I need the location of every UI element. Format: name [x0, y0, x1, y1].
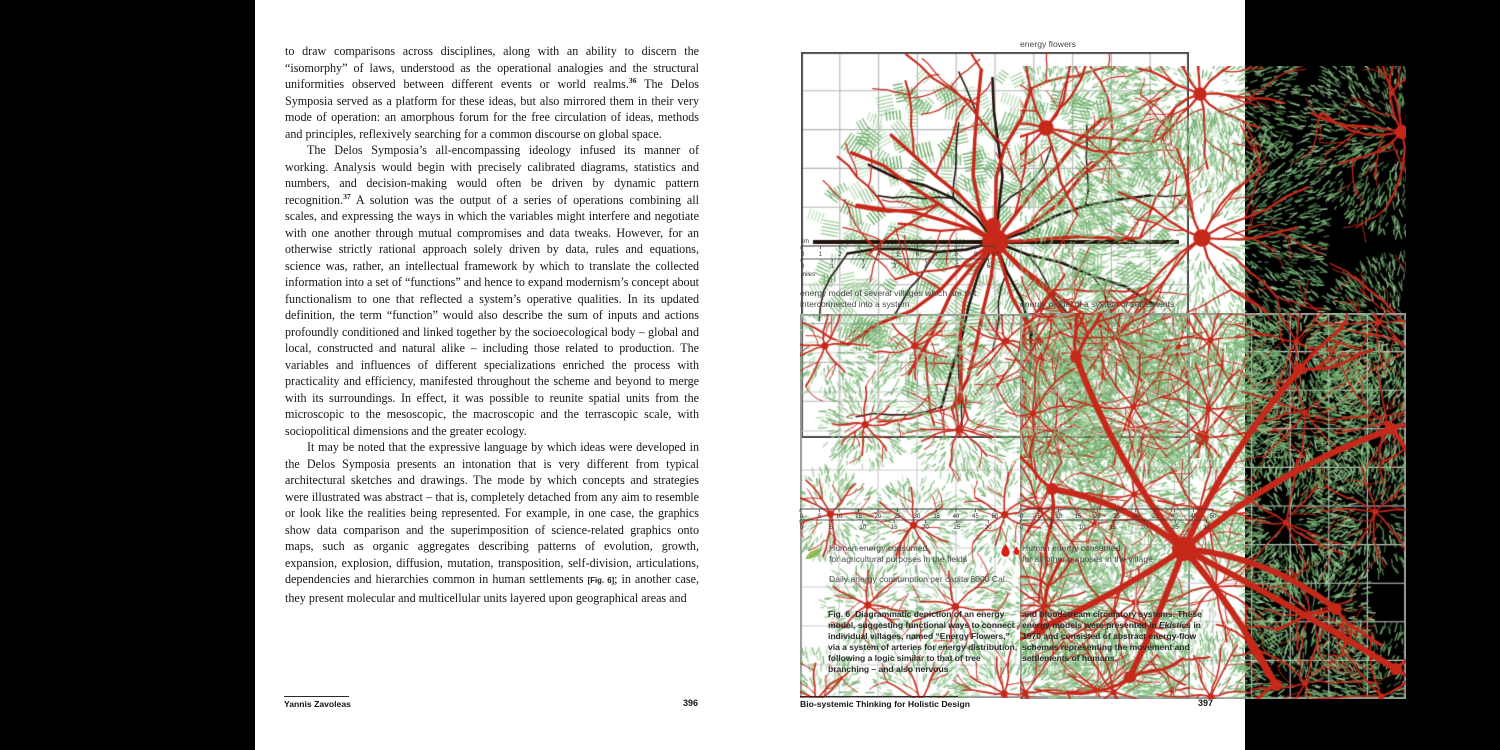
legend-agriculture: Human energy consumed for agricultural purposes in the fields	[829, 543, 968, 564]
svg-text:20: 20	[922, 525, 929, 531]
svg-text:6: 6	[915, 252, 920, 258]
svg-text:40: 40	[952, 514, 960, 520]
svg-text:45: 45	[972, 514, 979, 520]
svg-text:5: 5	[829, 525, 834, 531]
legend-village: Human energy consumed for all other purposes in the village	[1022, 543, 1153, 564]
settlements-model-label: energy model of a system of settlements	[1020, 299, 1175, 309]
svg-text:30: 30	[1202, 525, 1210, 531]
left-page-number: 396	[682, 698, 698, 708]
leaf-icon	[804, 546, 824, 561]
svg-text:0: 0	[801, 264, 805, 270]
author-name: Yannis Zavoleas	[284, 699, 351, 709]
svg-text:9: 9	[973, 252, 978, 258]
figure-number: Fig. 6	[828, 609, 851, 619]
villages-model-label: energy model of several villages which are not interconnected into a system	[800, 288, 977, 309]
figure-caption-col2: and bloodstream circulatory systems. These energy models were presented in Ekistics in 1970 and consisted of abstract energy-flow schemes representing the movement and settlements of humans.	[1022, 609, 1202, 663]
energy-flowers-label: energy flowers	[1020, 39, 1076, 49]
footnote-ref-36: 36	[628, 75, 637, 85]
svg-text:6: 6	[986, 264, 990, 270]
svg-text:25: 25	[1113, 514, 1120, 520]
svg-text:20: 20	[1140, 525, 1148, 531]
svg-text:25: 25	[894, 514, 901, 520]
svg-text:25: 25	[953, 525, 961, 531]
paragraph-3: It may be noted that the expressive language by which ideas were developed in the Delos Symposia presents an intonation that is very different from typical architectural sketches and drawings. The mode by which concepts and strategies were illustrated was abstract – that is, completely detached from any aim to resemble or look like the realities being represented. For example, in one case, the graphics show data comparison and the superimposition of science-related graphics onto maps, such as organic aggregates describing patterns of evolution, growth, expansion, explosion, diffusion, mutation, transposition, self-division, articulations, dependencies and hierarchies common in human settlements [Fig. 6]; in another case, they present molecular and multicellular units layered upon geographical areas and	[285, 440, 700, 605]
svg-text:10: 10	[1055, 514, 1062, 520]
figure-reference: [Fig. 6]	[587, 576, 615, 585]
svg-text:15: 15	[890, 525, 898, 531]
left-footer-rule	[284, 696, 349, 697]
svg-text:15: 15	[1109, 525, 1117, 531]
svg-text:30: 30	[1132, 514, 1140, 520]
svg-text:35: 35	[933, 514, 940, 520]
svg-text:20: 20	[874, 514, 882, 520]
svg-text:10: 10	[1078, 525, 1086, 531]
svg-text:0: 0	[1020, 514, 1024, 520]
svg-text:40: 40	[1171, 514, 1178, 520]
svg-text:5: 5	[955, 264, 959, 270]
svg-text:km: km	[801, 239, 809, 245]
chapter-title: Bio-systemic Thinking for Holistic Design	[800, 699, 970, 709]
villages-miles-scale	[800, 518, 995, 531]
figure-caption-col1: Fig. 6 Diagrammatic depiction of an energy model, suggesting functional ways to connect individual villages, named “Energy Flowers,” via a system of arteries for energy distribution, following a logic similar to that of tree branching – and also nervous	[828, 609, 1018, 674]
svg-text:0: 0	[1020, 525, 1024, 531]
paragraph-2: The Delos Symposia’s all-encompassing ideology infused its manner of working. Analysis would begin with precisely calibrated diagrams, statistics and numbers, and decision-making would often be driven by dynamic pattern recognition.$^{37}$ A solution was the output of a series of operations combining all scales, and expressing the ways in which the variables might interfere and negotiate with one another through mutual compromises and data tweaks. However, for an otherwise strictly rational approach solely driven by data, rules and equations, science was, rather, an intellectual framework by which to translate the collected information into a set of “functions” and hence to expand modernism’s concept about functionalism to one that reflected a system’s operative qualities. In its updated definition, the term “function” would also describe the sum of inputs and actions profoundly conditioned and linked together by the socioecological body – global and local, constructed and natural alike – including those related to production. The variables and influences of different specializations enriched the process with practicality and efficiency, manifested throughout the scheme and beyond to merge with its surroundings. In effect, it was possible to reunite spatial units from the microscopic to the mesoscopic, the macroscopic and the terrascopic scale, with sociopolitical dimensions and the greater ecology.	[285, 143, 699, 438]
svg-text:50: 50	[1209, 514, 1217, 520]
svg-text:0: 0	[800, 525, 804, 531]
svg-text:2: 2	[838, 252, 842, 258]
svg-text:35: 35	[1151, 514, 1159, 520]
svg-text:5: 5	[1037, 514, 1041, 520]
right-footer-rule	[800, 696, 958, 697]
svg-text:5: 5	[896, 252, 900, 258]
village-km-scale	[801, 238, 999, 258]
svg-text:10: 10	[835, 514, 843, 520]
svg-text:1: 1	[830, 264, 834, 270]
svg-text:25: 25	[1171, 525, 1179, 531]
footnote-ref-37: 37	[343, 191, 351, 201]
svg-text:50: 50	[991, 514, 999, 520]
svg-text:15: 15	[855, 514, 862, 520]
svg-text:0: 0	[801, 252, 805, 258]
svg-text:7: 7	[935, 252, 939, 258]
right-page-number: 397	[1197, 698, 1213, 708]
svg-text:0: 0	[800, 514, 804, 520]
svg-text:1: 1	[818, 252, 823, 258]
svg-text:5: 5	[817, 514, 822, 520]
svg-text:3: 3	[892, 264, 897, 270]
book-spread	[255, 0, 1245, 750]
svg-text:miles: miles	[801, 272, 816, 278]
article-text-column	[285, 43, 699, 606]
settlements-miles-scale	[1020, 518, 1213, 531]
svg-text:30: 30	[913, 514, 921, 520]
svg-text:5: 5	[1049, 525, 1053, 531]
paragraph-1: to draw comparisons across disciplines, along with an ability to discern the “isomorphy” of laws, understood as the operational analogies and the structural uniformities observed between different events or world realms.$^{36}$ The Delos Symposia served as a platform for these ideas, but also mirrored them in their very mode of operation: an amorphous forum for the free circulation of ideas, methods and principles, reflexively searching for a common discourse on global space.	[285, 44, 699, 141]
blood-drops-icon	[999, 543, 1022, 561]
svg-text:30: 30	[984, 525, 992, 531]
svg-text:8: 8	[954, 252, 958, 258]
journal-name: Ekistics	[1158, 620, 1191, 630]
svg-text:10: 10	[859, 525, 867, 531]
svg-text:45: 45	[1190, 514, 1198, 520]
svg-text:20: 20	[1093, 514, 1101, 520]
svg-text:15: 15	[1074, 514, 1082, 520]
svg-text:4: 4	[876, 252, 881, 258]
svg-text:2: 2	[861, 264, 866, 270]
legend-note: Daily energy consumption per capita 8000 Cal.	[829, 574, 1008, 584]
village-miles-scale	[801, 257, 995, 277]
svg-text:3: 3	[857, 252, 861, 258]
svg-text:10: 10	[991, 252, 999, 258]
svg-text:4: 4	[924, 264, 928, 270]
